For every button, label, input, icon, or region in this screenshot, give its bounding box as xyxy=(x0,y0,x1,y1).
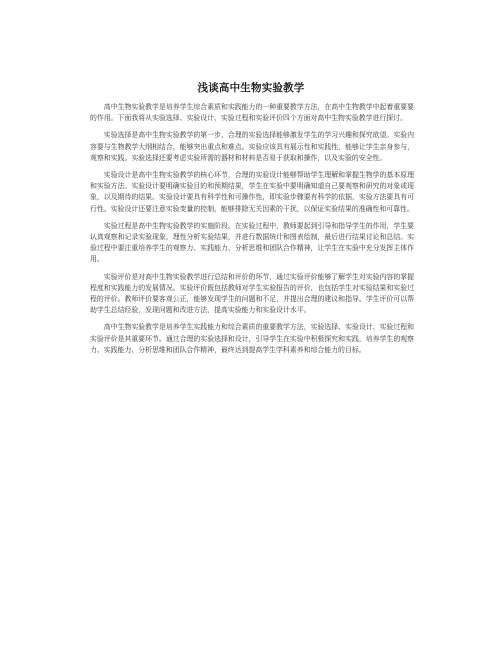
paragraph-experiment-design: 实验设计是高中生物实验教学的核心环节，合理的实验设计能够帮助学生理解和掌握生物学的基本原理和实验方法。实验设计要明确实验目的和预期结果，学生在实验中要明确知道自己要观察和研究的对象或现象，以及期待的结果。实验设计要具有科学性和可操作性，即实验步骤要有科学的依据，实验方法要具有可行性。实验设计还要注意实验变量的控制，能够排除无关因素的干扰，以保证实验结果的准确性和可靠性。 xyxy=(90,171,414,213)
paragraph-intro: 高中生物实验教学是培养学生综合素质和实践能力的一种重要教学方法，在高中生物教学中起着重要要的作用。下面我将从实验选择、实验设计、实验过程和实验评价四个方面对高中生物实验教学进行探讨。 xyxy=(90,103,414,123)
document-title: 浅谈高中生物实验教学 xyxy=(197,82,305,94)
paragraph-experiment-process: 实验过程是高中生物实验教学的实施阶段。在实验过程中，教师要起到引导和指导学生的作用，学生要认真观察和记录实验现象，理性分析实验结果，并进行数据统计和图表绘制，最后进行结果讨论和总结。实验过程中要注重培养学生的观察力、实践能力、分析思维和团队合作精神，让学生在实验中充分发挥主体作用。 xyxy=(90,221,414,264)
paragraph-experiment-evaluation: 实验评价是对高中生物实验教学进行总结和评价的环节，通过实验评价能够了解学生对实验内容的掌握程度和实践能力的发展情况。实验评价既包括教师对学生实验报告的评价，也包括学生对实验结果和实验过程的评价。教师评价要客观公正，能够发现学生的问题和不足，并提出合理的建议和指导。学生评价可以帮助学生总结经验，发现问题和改进方法，提高实验能力和实验设计水平。 xyxy=(90,272,414,315)
paragraph-experiment-selection: 实验选择是高中生物实验教学的第一步，合理的实验选择能够激发学生的学习兴趣和探究欲望。实验内容要与生物教学大纲相结合，能够突出重点和难点。实验应该具有展示性和实践性，能够让学生亲身参与，观察和实践。实验选择还要考虑实验所需的器材和材料是否易于获取和操作，以及实验的安全性。 xyxy=(90,131,414,162)
document-body xyxy=(90,102,414,362)
paragraph-conclusion: 高中生物实验教学是培养学生实践能力和综合素质的重要教学方法，实验选择、实验设计、实验过程和实验评价是其重要环节。通过合理的实验选择和设计，引导学生在实验中积极探究和实践，培养学生的观察力、实践能力、分析思维和团队合作精神，最终达到提高学生学科素养和综合能力的目标。 xyxy=(90,323,414,354)
